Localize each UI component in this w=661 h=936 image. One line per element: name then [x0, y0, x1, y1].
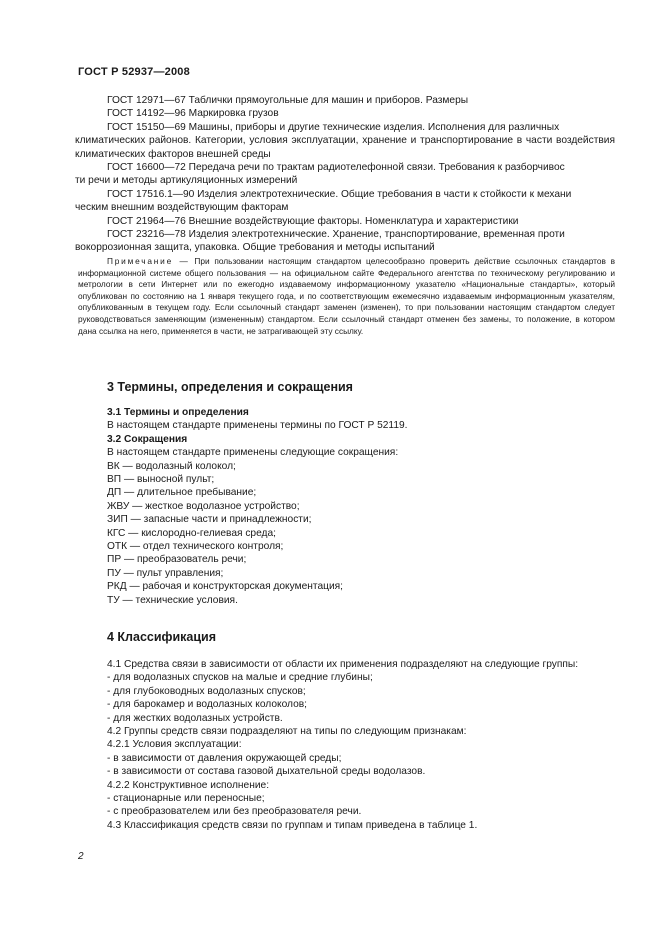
subsection-3-2-title: 3.2 Сокращения	[107, 433, 188, 445]
abbreviation-item: ПУ — пульт управления;	[107, 567, 224, 579]
section-4-title: 4 Классификация	[107, 630, 217, 644]
classification-line: - стационарные или переносные;	[107, 793, 265, 805]
reference-item-continued: климатических районов. Категории, условия эксплуатации, хранение и транспортирование в части воздействия климатических факторов внешней среды	[75, 135, 615, 160]
classification-line: - для жестких водолазных устройств.	[107, 712, 283, 724]
subsection-3-1-text: В настоящем стандарте применены термины по ГОСТ Р 52119.	[107, 420, 408, 432]
reference-item-continued: вокоррозионная защита, упаковка. Общие требования и методы испытаний	[75, 242, 435, 254]
abbreviation-item: ТУ — технические условия.	[107, 594, 238, 606]
abbreviation-item: ДП — длительное пребывание;	[107, 487, 257, 499]
abbreviation-item: РКД — рабочая и конструкторская документация;	[107, 581, 343, 593]
section-3-body	[107, 406, 615, 607]
reference-item: ГОСТ 12971—67 Таблички прямоугольные для машин и приборов. Размеры	[107, 95, 469, 106]
reference-item: ГОСТ 15150—69 Машины, приборы и другие технические изделия. Исполнения для различных	[107, 121, 560, 133]
classification-line: 4.2.1 Условия эксплуатации:	[107, 739, 242, 751]
classification-line: 4.2 Группы средств связи подразделяют на типы по следующим признакам:	[107, 726, 467, 738]
normative-references	[75, 94, 615, 255]
reference-note	[78, 256, 615, 337]
document-header: ГОСТ Р 52937—2008	[78, 66, 190, 78]
note-lead: Примечание —	[107, 256, 190, 266]
reference-item-continued: ти речи и методы артикуляционных измерений	[75, 175, 298, 187]
subsection-3-1-title: 3.1 Термины и определения	[107, 407, 249, 418]
reference-item: ГОСТ 14192—96 Маркировка грузов	[107, 108, 279, 120]
classification-line: - для водолазных спусков на малые и средние глубины;	[107, 672, 373, 684]
section-3-title: 3 Термины, определения и сокращения	[107, 380, 353, 394]
classification-line: 4.2.2 Конструктивное исполнение:	[107, 779, 270, 791]
classification-line: 4.1 Средства связи в зависимости от области их применения подразделяют на следующие группы:	[107, 659, 579, 670]
note-text: При пользовании настоящим стандартом целесообразно проверить действие ссылочных стандартов в информационной системе общего пользования — на официальном сайте Федерального агентства по техническому регулированию и метрологии в сети Интернет или по ежегодно издаваемому информационному указателю «Национальные стандарты», который опубликован по состоянию на 1 января текущего года, и по соответствующим ежемесячно издаваемым информационным указателям, опубликованным в текущем году. Если ссылочный стандарт заменен (изменен), то при пользовании настоящим стандартом следует руководствоваться заменяющим (измененным) стандартом. Если ссылочный стандарт отменен без замены, то положение, в котором дана ссылка на него, применяется в части, не затрагивающей эту ссылку.	[78, 256, 615, 336]
abbreviation-item: ЖВУ — жесткое водолазное устройство;	[107, 500, 300, 512]
reference-item: ГОСТ 23216—78 Изделия электротехнические. Хранение, транспортирование, временная проти	[107, 229, 565, 241]
classification-line: - для барокамер и водолазных колоколов;	[107, 699, 307, 711]
section-4-body	[107, 658, 615, 832]
abbreviation-item: ЗИП — запасные части и принадлежности;	[107, 514, 312, 526]
reference-item: ГОСТ 17516.1—90 Изделия электротехнические. Общие требования в части к стойкости к механи	[107, 188, 572, 200]
page-number: 2	[78, 851, 84, 862]
classification-line: - в зависимости от давления окружающей среды;	[107, 752, 342, 764]
abbreviation-item: ПР — преобразователь речи;	[107, 554, 247, 566]
classification-line: - для глубоководных водолазных спусков;	[107, 685, 306, 697]
classification-line: 4.3 Классификация средств связи по группам и типам приведена в таблице 1.	[107, 819, 478, 831]
abbreviation-item: ОТК — отдел технического контроля;	[107, 541, 284, 553]
abbreviation-item: КГС — кислородно-гелиевая среда;	[107, 527, 276, 539]
abbreviation-item: ВК — водолазный колокол;	[107, 460, 236, 472]
abbreviation-item: ВП — выносной пульт;	[107, 474, 215, 486]
classification-line: - в зависимости от состава газовой дыхательной среды водолазов.	[107, 766, 426, 778]
subsection-3-2-intro: В настоящем стандарте применены следующие сокращения:	[107, 447, 399, 459]
classification-line: - с преобразователем или без преобразователя речи.	[107, 806, 362, 818]
reference-item-continued: ческим внешним воздействующим факторам	[75, 202, 289, 214]
reference-item: ГОСТ 16600—72 Передача речи по трактам радиотелефонной связи. Требования к разборчивос	[107, 162, 565, 174]
reference-item: ГОСТ 21964—76 Внешние воздействующие факторы. Номенклатура и характеристики	[107, 215, 519, 227]
